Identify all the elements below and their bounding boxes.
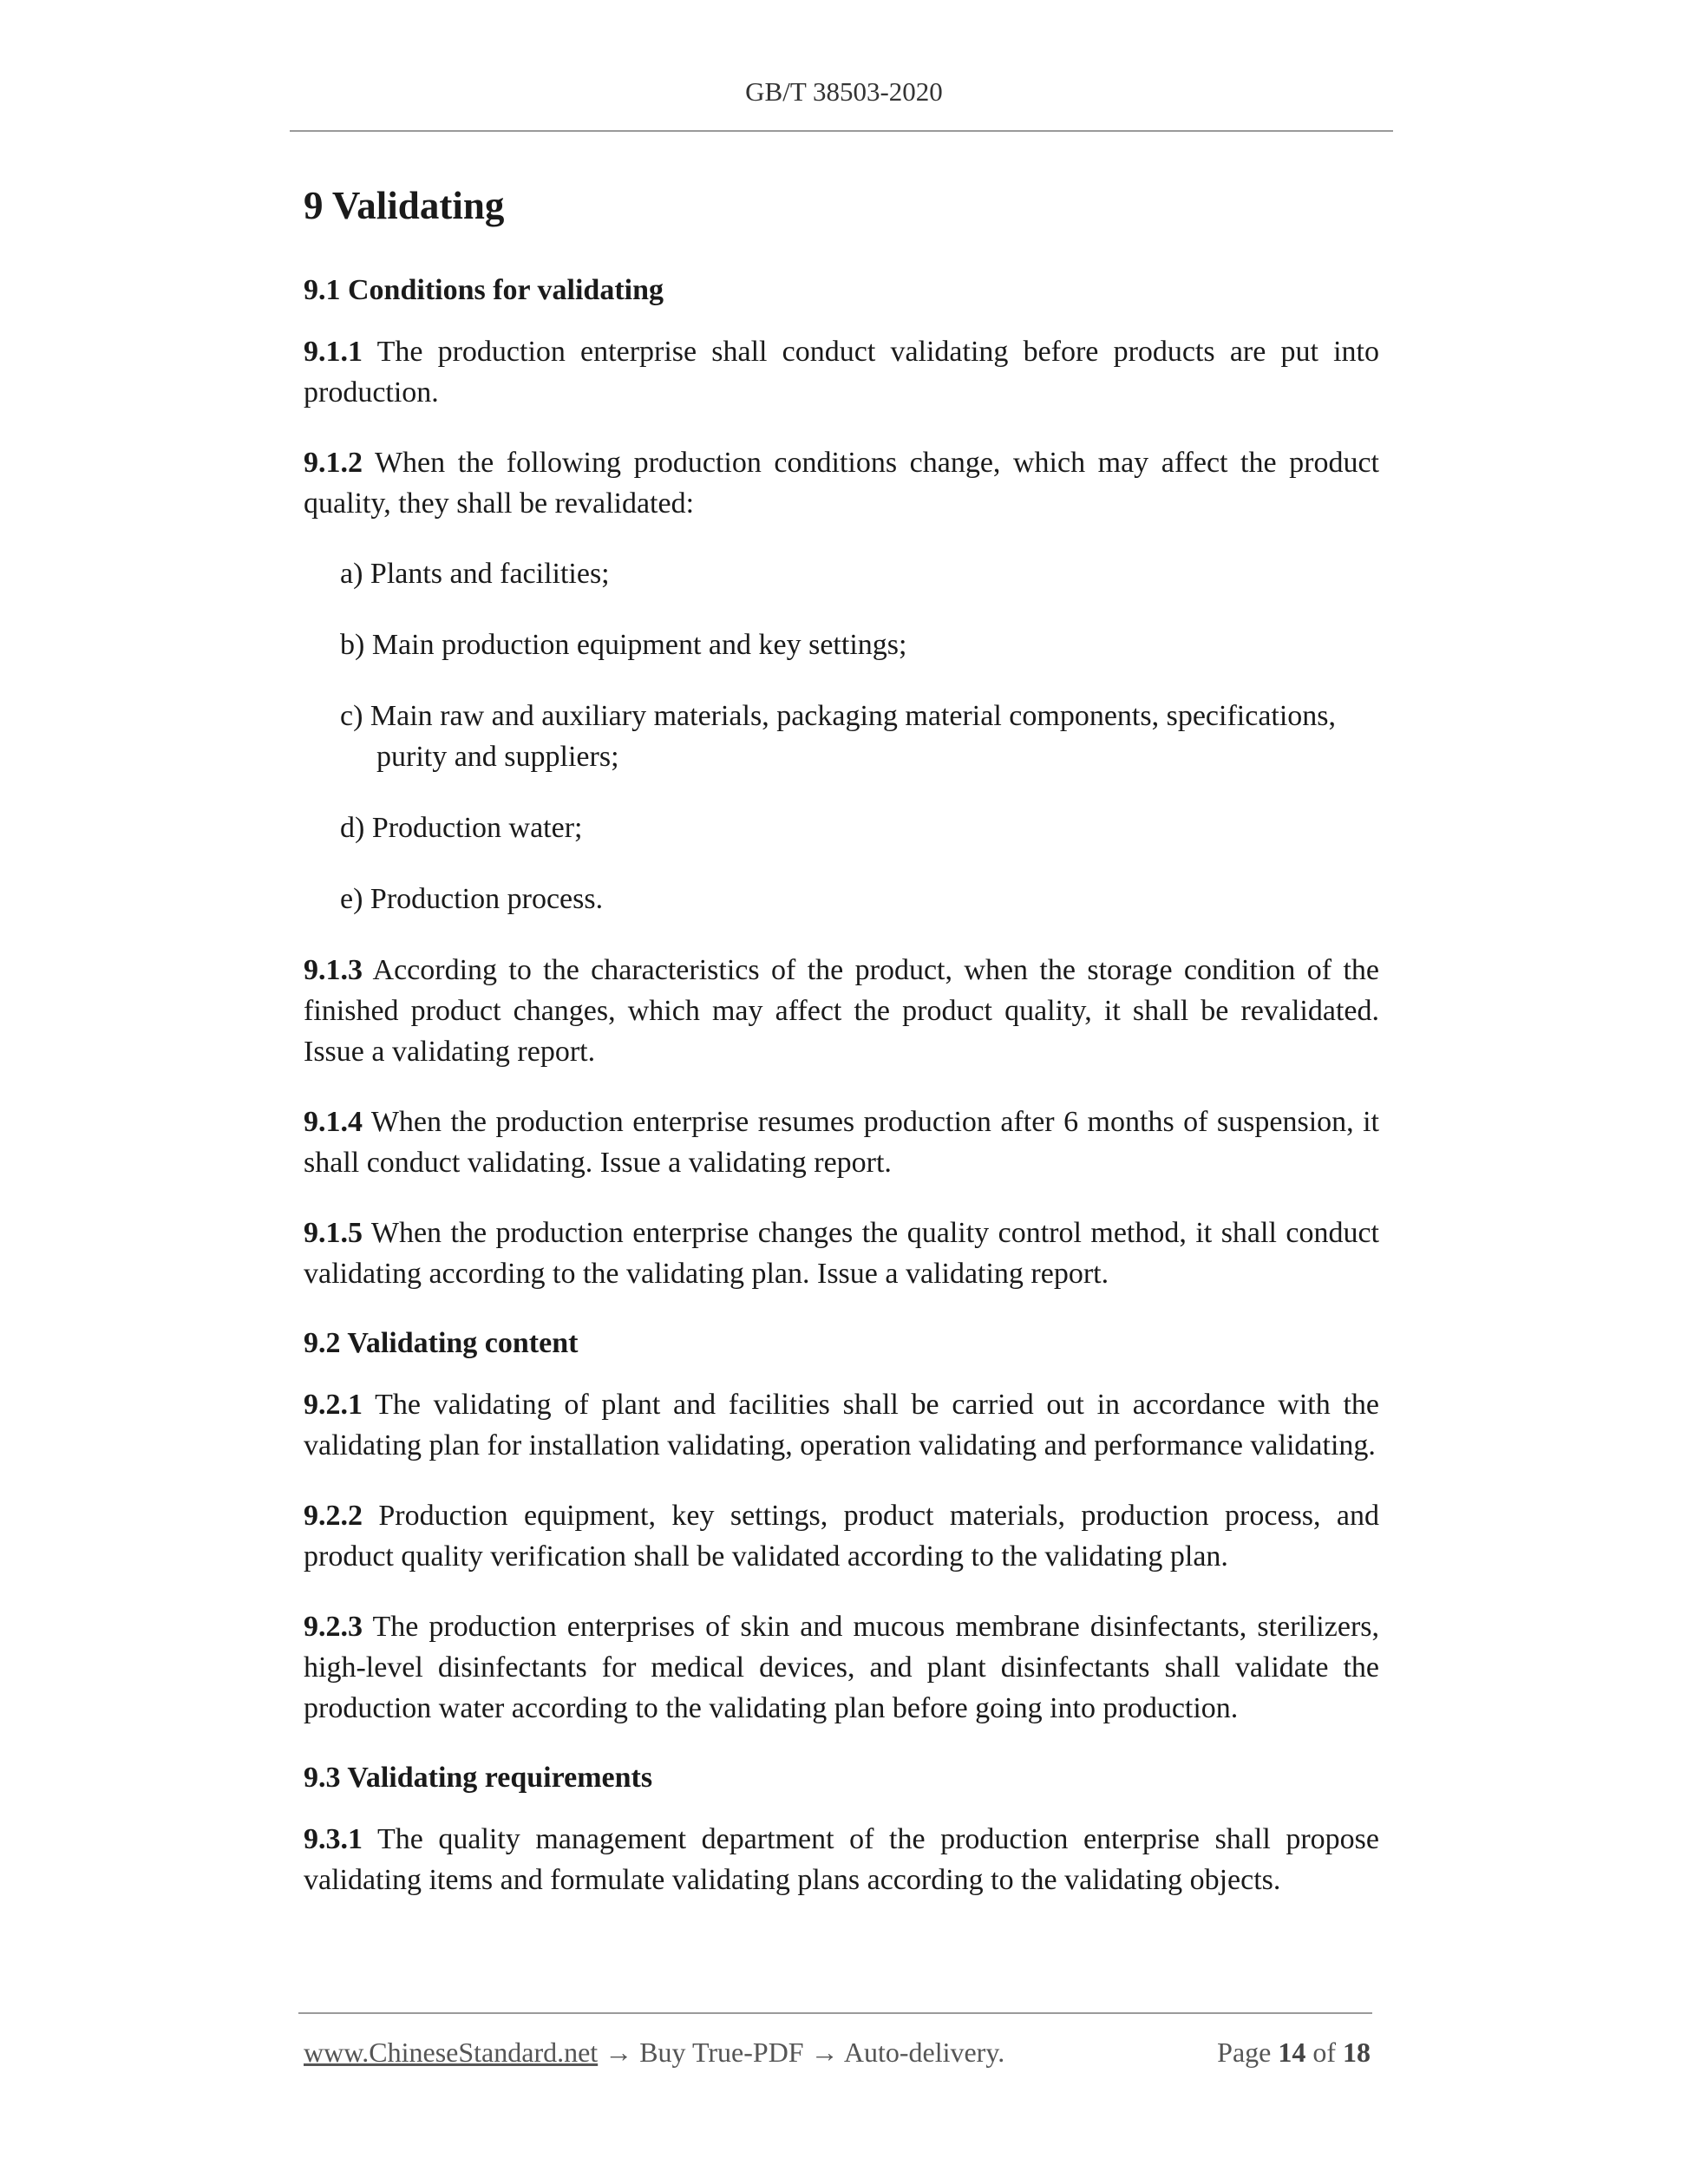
header-divider	[290, 130, 1393, 132]
clause-text: According to the characteristics of the product, when the storage condition of the finished product changes, which may affect the product quality, it shall be revalidated. Issue a validating report.	[304, 954, 1379, 1068]
website-link[interactable]: www.ChineseStandard.net	[304, 2037, 599, 2068]
clause-number: 9.2.2	[304, 1500, 363, 1532]
clause-text: When the following production conditions change, which may affect the product quality, they shall be revalidated:	[304, 447, 1379, 520]
clause-number: 9.3.1	[304, 1823, 363, 1855]
list-item: a) Plants and facilities;	[340, 558, 610, 590]
section-heading: 9 Validating	[304, 184, 505, 227]
clause-9-1-2	[304, 442, 1379, 524]
clause-9-3-1	[304, 1819, 1379, 1900]
of-label: of	[1312, 2037, 1336, 2068]
clause-text: The production enterprises of skin and mucous membrane disinfectants, sterilizers, high-level disinfectants for medical devices, and plant disinfectants shall validate the production water according to the validating plan before going into production.	[304, 1611, 1379, 1724]
list-item: c) Main raw and auxiliary materials, packaging material components, specifications, purity and suppliers;	[340, 700, 1337, 773]
page-label: Page	[1217, 2037, 1272, 2068]
list-item: e) Production process.	[340, 883, 604, 915]
clause-9-1-3	[304, 950, 1379, 1072]
total-pages-number: 18	[1343, 2037, 1371, 2068]
clause-9-2-2	[304, 1495, 1379, 1577]
page-counter	[1217, 2033, 1371, 2071]
clause-number: 9.1.3	[304, 954, 363, 986]
clause-9-2-1	[304, 1384, 1379, 1466]
footer-promo	[304, 2033, 1004, 2071]
footer-tagline: → Buy True-PDF → Auto-delivery.	[598, 2037, 1005, 2068]
clause-9-2-3	[304, 1606, 1379, 1729]
clause-number: 9.1.1	[304, 336, 363, 368]
clause-text: When the production enterprise resumes production after 6 months of suspension, it shall conduct validating. Issue a validating report.	[304, 1106, 1379, 1179]
clause-text: The production enterprise shall conduct validating before products are put into production.	[304, 336, 1379, 409]
clause-text: The quality management department of the production enterprise shall propose validating items and formulate validating plans according to the validating objects.	[304, 1823, 1379, 1896]
current-page-number: 14	[1278, 2037, 1306, 2068]
clause-text: The validating of plant and facilities shall be carried out in accordance with the validating plan for installation validating, operation validating and performance validating.	[304, 1389, 1379, 1461]
page-content	[304, 179, 1379, 1930]
clause-9-1-4	[304, 1102, 1379, 1183]
list-item: b) Main production equipment and key settings;	[340, 629, 907, 661]
document-code: GB/T 38503-2020	[745, 76, 943, 107]
footer-divider	[298, 2012, 1372, 2014]
clause-9-1-5	[304, 1213, 1379, 1294]
clause-number: 9.2.3	[304, 1611, 363, 1643]
subsection-heading-9-1: 9.1 Conditions for validating	[304, 274, 664, 306]
clause-9-1-1	[304, 331, 1379, 413]
subsection-heading-9-3: 9.3 Validating requirements	[304, 1762, 653, 1794]
clause-number: 9.1.2	[304, 447, 363, 479]
clause-number: 9.1.4	[304, 1106, 363, 1138]
subsection-heading-9-2: 9.2 Validating content	[304, 1327, 579, 1359]
clause-text: When the production enterprise changes the quality control method, it shall conduct validating according to the validating plan. Issue a validating report.	[304, 1217, 1380, 1290]
list-item: d) Production water;	[340, 812, 583, 844]
clause-number: 9.2.1	[304, 1389, 363, 1421]
clause-number: 9.1.5	[304, 1217, 363, 1249]
clause-text: Production equipment, key settings, product materials, production process, and product quality verification shall be validated according to the validating plan.	[304, 1500, 1379, 1573]
